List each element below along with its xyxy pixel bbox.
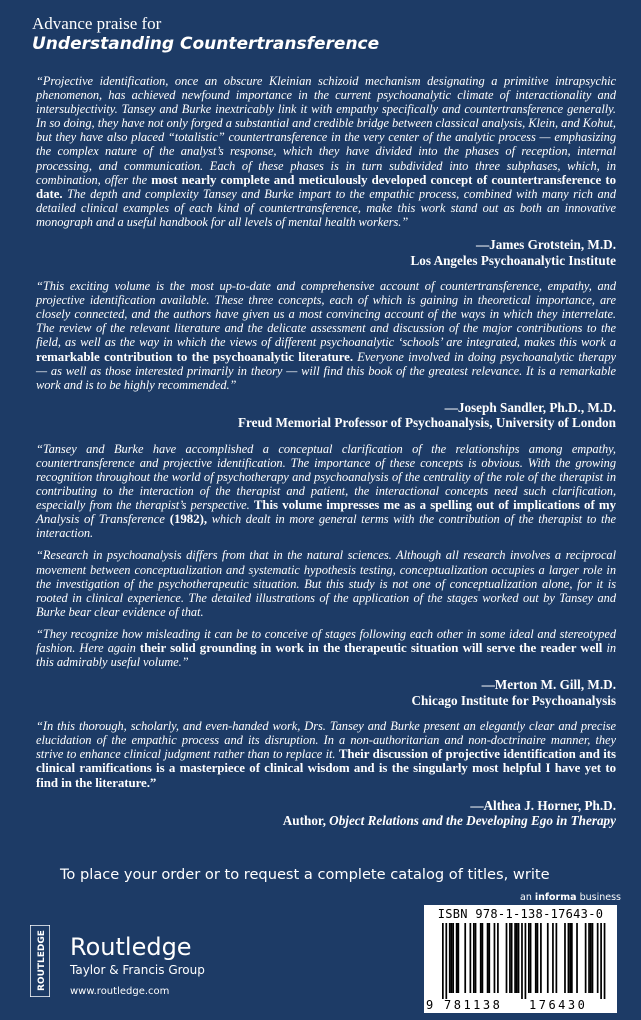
quote-affiliation: Freud Memorial Professor of Psychoanalysis, University of London [237,415,616,431]
quote-highlight: most nearly complete and meticulously developed concept of countertransference to date. [36,172,616,201]
quote-author: —Merton M. Gill, M.D. [481,677,616,693]
quote-gill-paragraph-2: “Research in psychoanalysis differs from that in the natural sciences. Although all research involves a reciprocal movement between conceptualization and systematic hypothesis testing, conceptualization occupies a larger role in the investigation of the psychotherapeutic situation. But this study is not one of conceptualization alone, for it is rooted in clinical experience. The detailed illustrations of the application of the stages worked out by Tansey and Burke bear clear evidence of that. [36,548,616,619]
barcode-bar [568,923,570,993]
publisher-group: Taylor & Francis Group [70,963,205,977]
barcode-bar [473,923,475,993]
barcode-bar [537,923,539,993]
barcode-guard-bar [442,923,444,999]
barcode-bar [456,923,458,993]
barcode-bar [494,923,496,993]
quote-author: —Althea J. Horner, Ph.D. [470,797,616,813]
barcode-bar [457,923,459,993]
barcode-bar [497,923,499,993]
quote-grotstein [36,74,616,229]
quote-text: “This exciting volume is the most up-to-date and comprehensive account of countertransference, empathy, and projective identification available. These three concepts, each of which is gaining in theoretical importance, are closely connected, and the authors have given us a most convincing account of the ways in which they interrelate. The review of the relevant literature and the delicate assessment and discussion of the major contributions to the field, as well as the way in which the views of different psychoanalytic ‘schools’ are integrated, makes this work a [36,279,616,350]
publisher-url[interactable]: www.routledge.com [70,986,170,997]
barcode-bar [592,923,594,993]
ean-right-group: 176430 [529,998,588,1012]
barcode-bar [564,923,566,993]
quote-affiliation: Author, Object Relations and the Developing Ego in Therapy [282,813,616,829]
quote-text: “Projective identification, once an obscure Kleinian schizoid mechanism designating a primitive intrapsychic phenomenon, has achieved newfound importance in the current psychoanalytic climate of interactionality and intersubjectivity. Tansey and Burke inextricably link it with empathy specifically and countertransference generally. In so doing, they have not only forged a substantial and credible bridge between classical analysis, Klein, and Kohut, but they have also placed “totalistic” countertransference in the very center of the analytic process — emphasizing the complex nature of the analyst’s response, which they have divided into the phases of reception, internal processing, and communication. Each of these phases is in turn subdivided into three subphases, which, in combination, offer the [36,74,616,187]
ean-first-digit: 9 [426,998,434,1012]
cover-header [32,14,612,55]
barcode-bar [487,923,489,993]
cited-book-title: Object Relations and the Developing Ego in Therapy [329,813,616,829]
barcode-guard-bar [445,923,447,999]
routledge-logo-icon [30,925,50,997]
barcode-bar [540,923,542,993]
barcode-bar [506,923,508,993]
barcode-bar [516,923,518,993]
barcode-bar [511,923,513,993]
quote-gill [36,442,616,541]
quote-highlight: remarkable contribution to the psychoanalytic literature. [36,349,353,364]
barcode-bar [569,923,571,993]
barcode-panel [424,905,617,1013]
book-title: Understanding Countertransference [32,34,380,54]
quote-text: in this admirably useful volume.” [36,641,617,670]
ean-left-group: 781138 [444,998,503,1012]
barcode-bar [535,923,537,993]
barcode-bar [585,923,587,993]
quote-text: which dealt in more general terms with the contribution of the therapist to the interaction. [36,512,616,541]
quote-gill-paragraph-3 [36,627,616,669]
publisher-logo [30,925,290,1005]
quote-highlight: This volume impresses me as a spelling out of implications of my Analysis of Transference (1982), [36,498,616,527]
barcode-guard-bar [600,923,602,999]
quote-affiliation: Chicago Institute for Psychoanalysis [411,692,616,708]
quote-text: Everyone involved in doing psychoanalytic therapy — as well as those interested primarily in theory — will find this book of the greatest relevance. It is a remarkable work and is to be highly recommended.” [36,349,617,392]
isbn-label: ISBN 978-1-138-17643-0 [437,907,604,921]
barcode-bar [514,923,516,993]
barcode-bar [556,923,558,993]
barcode-guard-bar [604,923,606,999]
barcode-bar [480,923,482,993]
logo-vertical-text: ROUTLEDGE [37,930,47,991]
quote-text: “In this thorough, scholarly, and even-handed work, Drs. Tansey and Burke present an elegantly clear and precise elucidation of the empathic process and its disruption. In a non-authoritarian and non-doctrinaire manner, they strive to enhance clinical judgment rather than to replace it. [36,719,616,762]
quote-author: —James Grotstein, M.D. [475,237,616,253]
barcode-bar [451,923,453,993]
barcode-guard-bar [525,923,527,999]
barcode-bar [482,923,484,993]
quote-affiliation: Los Angeles Psychoanalytic Institute [410,252,616,268]
barcode-bar [571,923,573,993]
cited-book-title: Analysis of Transference [36,512,165,527]
quote-author: —Joseph Sandler, Ph.D., M.D. [444,399,616,415]
quote-text: The depth and complexity Tansey and Burke impart to the empathic process, combined with many rich and detailed clinical examples of each kind of countertransference, make this work stand out as both an innovative monograph and a useful handbook for all levels of mental health workers.” [36,186,616,229]
barcode-bar [470,923,472,993]
barcode-bar [509,923,511,993]
barcode-bar [597,923,599,993]
barcode-bar [588,923,590,993]
barcode-bar [518,923,520,993]
quote-text: “They recognize how misleading it can be to conceive of stages following each other in some ideal and stereotyped fashion. Here again [36,626,616,655]
barcode-bar [530,923,532,993]
publisher-name: Routledge [70,933,192,961]
informa-business-tag: an informa business [520,892,621,903]
barcode-guard-bar [521,923,523,999]
quote-text: “Tansey and Burke have accomplished a conceptual clarification of the relationships among empathy, countertransference and projective identification. The importance of these concepts is obvious. With the growing recognition throughout the world of psychotherapy and psychoanalysis of the centrality of the role of the therapist in contributing to the interaction of the therapist and patient, the interactional concepts need such clarification, especially from the therapist’s perspective. [36,441,616,513]
barcode-bar [576,923,578,993]
barcode-bar [547,923,549,993]
barcode-bar [464,923,466,993]
quote-sandler [36,279,616,392]
praise-kicker: Advance praise for [32,14,162,33]
barcode-bar [475,923,477,993]
barcode-bar [552,923,554,993]
praise-quotes [36,74,616,829]
barcode-bar [590,923,592,993]
ean-barcode [430,923,611,999]
barcode-bar [528,923,530,993]
barcode-bar [452,923,454,993]
quote-highlight: Their discussion of projective identification and its clinical ramifications is a masterpiece of clinical wisdom and is the singularly most helpful I have yet to find in the literature.” [36,747,617,790]
barcode-bar [488,923,490,993]
barcode-bar [449,923,451,993]
quote-highlight: their solid grounding in work in the therapeutic situation will serve the reader well [139,641,603,655]
quote-horner [36,719,616,789]
order-info: To place your order or to request a complete catalog of titles, write [60,866,550,883]
